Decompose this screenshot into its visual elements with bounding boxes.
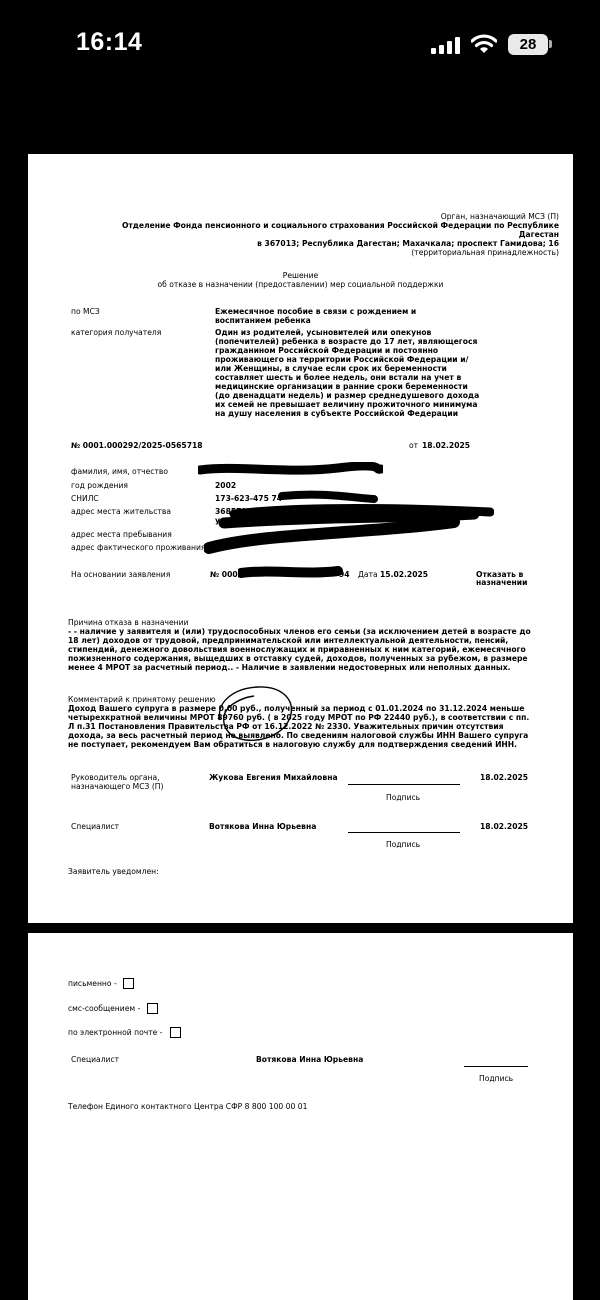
mcz-label: по МСЗ <box>71 307 100 316</box>
result-line1: Отказать в <box>476 570 524 579</box>
specialist-name: Вотякова Инна Юрьевна <box>209 822 317 831</box>
comment-label: Комментарий к принятому решению <box>68 695 216 704</box>
document-subtitle: об отказе в назначении (предоставлении) мер социальной поддержки <box>157 280 444 289</box>
head-label-line1: Руководитель органа, <box>71 773 160 782</box>
sms-label: смс-сообщением - <box>68 1004 141 1013</box>
category-label: категория получателя <box>71 328 162 337</box>
mcz-value: Ежемесячное пособие в связи с рождением и воспитанием ребенка <box>215 307 417 325</box>
status-time: 16:14 <box>76 28 143 56</box>
decision-number: № 0001.000292/2025-0565718 <box>71 441 203 450</box>
head-label-line2: назначающего МСЗ (П) <box>71 782 164 791</box>
stay-label: адрес места пребывания <box>71 530 172 539</box>
birth-value: 2002 <box>215 481 237 490</box>
decision-date-label: от <box>409 441 419 450</box>
birth-label: год рождения <box>71 481 128 490</box>
organ-name-line2: Дагестан <box>518 230 559 239</box>
residence-value: 368579 <box>215 507 247 516</box>
email-label: по электронной почте - <box>68 1028 163 1037</box>
head-sign-label: Подпись <box>386 793 421 802</box>
document-page-2 <box>28 933 573 1300</box>
application-number-end: 94 <box>339 570 350 579</box>
status-bar <box>0 0 600 90</box>
head-date: 18.02.2025 <box>480 773 529 782</box>
head-name: Жукова Евгения Михайловна <box>209 773 338 782</box>
home-indicator[interactable] <box>193 1280 407 1287</box>
wifi-icon <box>471 33 497 55</box>
category-value: Один из родителей, усыновителей или опекунов (попечителей) ребенка в возрасте до 17 лет, являющегося гражданином Российской Федерации и постоянно проживающего на территории Российской Федерации и/или Женщины, в случае если срок их беременности составляет шесть и более недель, они встали на учет в медицинские организации в ранние сроки беременности (до двенадцати недель) и размер среднедушевого дохода их семей не превышает величину прожиточного минимума на душу населения в субъекте Российской Федерации <box>215 328 480 418</box>
organ-label: Орган, назначающий МСЗ (П) <box>440 212 559 221</box>
battery-level: 28 <box>519 36 537 53</box>
redaction-application-number <box>238 564 343 580</box>
specialist-label: Специалист <box>71 822 120 831</box>
result-line2: назначении <box>476 578 528 587</box>
residence-value-line2: ул. А <box>215 516 237 525</box>
organ-address: в 367013; Республика Дагестан; Махачкала; проспект Гамидова; 16 <box>257 239 559 248</box>
application-date-label: Дата <box>358 570 378 579</box>
application-label: На основании заявления <box>71 570 171 579</box>
territorial-note: (территориальная принадлежность) <box>411 248 559 257</box>
document-title: Решение <box>282 271 319 280</box>
page2-specialist-label: Специалист <box>71 1055 120 1064</box>
snils-value: 173-623-475 74 <box>215 494 283 503</box>
redaction-address <box>204 488 494 560</box>
comment-text: Доход Вашего супруга в размере 0,00 руб., полученный за период с 01.01.2024 по 31.12.2024 меньше четырехкратной величины МРОТ 89760 руб. ( в 2025 году МРОТ по РФ 22440 руб.), в соответствии с пп. Л п.31 Постановления Правительства РФ от 16.12.2022 № 2330. Уважительных причин отсутствия дохода, за весь расчетный период не выявлено. По сведениям налоговой службы ИНН Вашего супруга не поступает, рекомендуем Вам обратиться в налоговую службу для подтверждения сведений ИНН. <box>68 704 530 749</box>
application-number-start: № 0001. <box>210 570 246 579</box>
specialist-sign-label: Подпись <box>386 840 421 849</box>
reason-label: Причина отказа в назначении <box>68 618 189 627</box>
phone-note: Телефон Единого контактного Центра СФР 8 800 100 00 01 <box>68 1102 308 1111</box>
actual-address-label: адрес фактического проживания <box>71 543 206 552</box>
written-label: письменно - <box>68 979 117 988</box>
battery-cap <box>549 40 552 48</box>
written-checkbox[interactable] <box>123 978 134 989</box>
document-page-1 <box>28 154 573 923</box>
residence-label: адрес места жительства <box>71 507 171 516</box>
organ-name-line1: Отделение Фонда пенсионного и социального страхования Российской Федерации по Республике <box>121 221 559 230</box>
cellular-signal-icon <box>431 36 461 54</box>
fio-label: фамилия, имя, отчество <box>71 467 169 476</box>
specialist-signature-line <box>348 832 460 833</box>
page2-sign-label: Подпись <box>479 1074 514 1083</box>
battery-icon <box>508 34 548 55</box>
page2-signature-line <box>464 1066 528 1067</box>
specialist-date: 18.02.2025 <box>480 822 529 831</box>
snils-label: СНИЛС <box>71 494 99 503</box>
reason-text: - - наличие у заявителя и (или) трудоспособных членов его семьи (за исключением детей в возрасте до 18 лет) доходов от трудовой, предпринимательской или интеллектуальной деятельности, пенсий, стипендий, денежного довольствия военнослужащих и приравненных к ним категорий, ежемесячного пожизненного содержания, выщедших в отставку судей, доходов, полученных за рубежом, в размере менее 4 МРОТ за расчетный период.. - Наличие в заявлении недостоверных или неполных данных. <box>68 627 531 672</box>
page2-specialist-name: Вотякова Инна Юрьевна <box>256 1055 364 1064</box>
redaction-fio <box>198 462 383 478</box>
decision-date: 18.02.2025 <box>422 441 471 450</box>
notified-label: Заявитель уведомлен: <box>68 867 159 876</box>
head-signature-line <box>348 784 460 785</box>
email-checkbox[interactable] <box>170 1027 181 1038</box>
sms-checkbox[interactable] <box>147 1003 158 1014</box>
hand-circle-mark <box>214 682 296 746</box>
application-date: 15.02.2025 <box>380 570 429 579</box>
